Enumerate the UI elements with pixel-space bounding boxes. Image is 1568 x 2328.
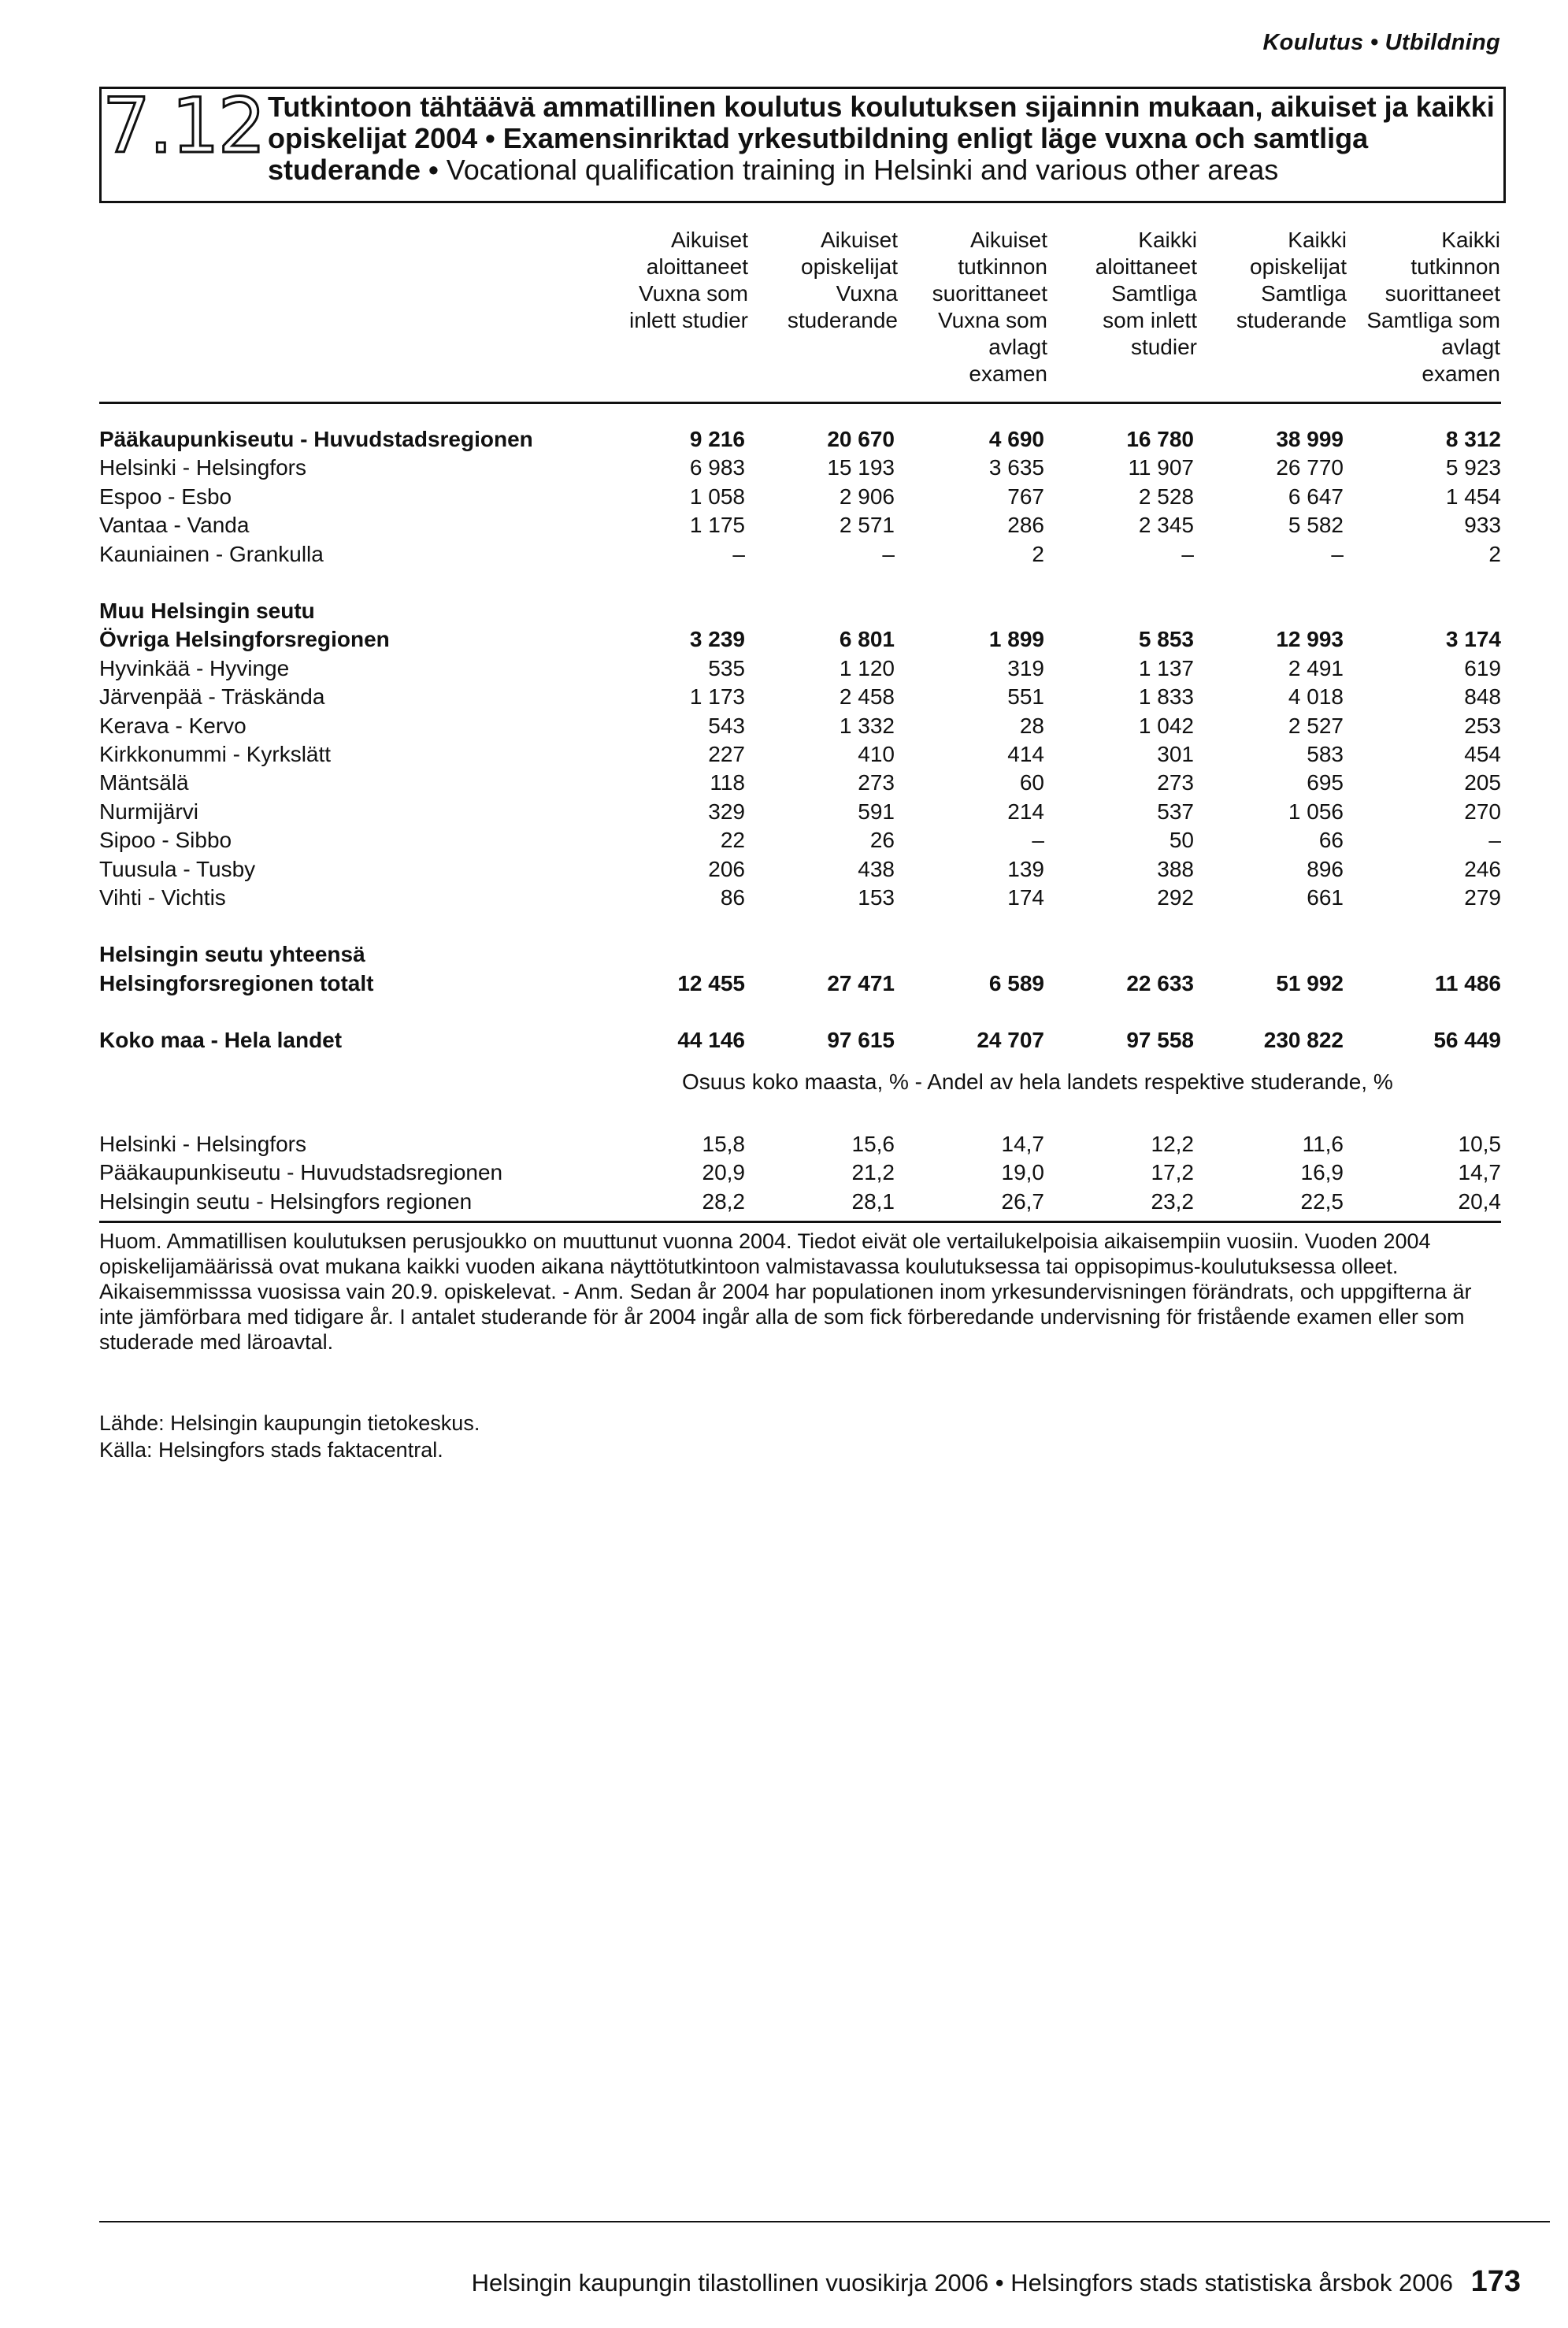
table-cell: 1 120: [839, 655, 895, 680]
table-cell: 292: [1157, 885, 1194, 910]
table-row: [99, 855, 1501, 884]
table-cell: 4 018: [1288, 684, 1344, 710]
table-cell: 8 312: [1445, 427, 1501, 451]
table-row: [99, 683, 1501, 711]
table-cell: 14,7: [1458, 1160, 1501, 1185]
table-cell: 2: [1488, 541, 1501, 566]
table-cell: 17,2: [1151, 1160, 1194, 1185]
table-row: [99, 884, 1501, 912]
table-cell: 6 983: [689, 455, 745, 480]
table-cell: 12,2: [1151, 1132, 1194, 1156]
row-label: Helsingin seutu yhteensä: [99, 942, 365, 967]
table-cell: 23,2: [1151, 1188, 1194, 1214]
table-cell: 1 454: [1445, 484, 1501, 509]
table-cell: 50: [1169, 828, 1194, 853]
table-cell: 22 633: [1126, 970, 1194, 995]
table-cell: 15,6: [851, 1132, 895, 1156]
table-cell: 1 137: [1138, 655, 1194, 680]
table-cell: 26: [869, 828, 895, 853]
row-label: Vantaa - Vanda: [99, 513, 250, 538]
table-cell: 1 332: [839, 713, 895, 738]
table-cell: 286: [1007, 513, 1044, 538]
table-cell: 2: [1032, 541, 1044, 566]
table-cell: 139: [1007, 856, 1044, 881]
table-row: [99, 454, 1501, 482]
table-cell: 26,7: [1001, 1188, 1044, 1214]
row-label: Muu Helsingin seutu: [99, 599, 315, 623]
table-cell: 253: [1464, 713, 1501, 738]
table-cell: 28: [1019, 713, 1044, 738]
table-row: [99, 740, 1501, 769]
section-header: Koulutus • Utbildning: [1262, 30, 1500, 55]
table-cell: 388: [1157, 856, 1194, 881]
table-cell: 583: [1307, 742, 1344, 766]
table-row: [99, 1026, 1501, 1055]
table-cell: 20 670: [827, 427, 895, 451]
table-cell: 535: [708, 655, 745, 680]
table-cell: 174: [1007, 885, 1044, 910]
table-cell: 2 458: [839, 684, 895, 710]
row-label: Helsingforsregionen totalt: [99, 970, 374, 995]
table-row: [99, 1158, 1501, 1187]
table-cell: 12 455: [677, 970, 745, 995]
table-cell: 410: [858, 742, 895, 766]
table-cell: 1 058: [689, 484, 745, 509]
row-label: Hyvinkää - Hyvinge: [99, 655, 290, 680]
row-label: Pääkaupunkiseutu - Huvudstadsregionen: [99, 1160, 503, 1185]
table-cell: 205: [1464, 770, 1501, 795]
table-notes: Huom. Ammatillisen koulutuksen perusjoukko on muuttunut vuonna 2004. Tiedot eivät ole vertailukelpoisia aikaisempiin vuosiin. Vuoden 2004 opiskelijamäärissä ovat mukana kaikki vuoden aikana näyttötutkintoon valmistavassa koulutuksessa tai oppisopimus-koulutuksessa olleet. Aikaisemmisssa vuosissa vain 20.9. opiskelevat. - Anm. Sedan år 2004 har populationen inom yrkesundervisningen förändrats, och uppgifterna är inte jämförbara med tidigare år. I antalet studerande för år 2004 ingår alla de som fick förberedande undervisning för fristående examen eller som studerade med läroavtal.: [99, 1229, 1472, 1354]
table-cell: 10,5: [1458, 1132, 1501, 1156]
source-sv: Källa: Helsingfors stads faktacentral.: [99, 1438, 443, 1462]
table-cell: 933: [1464, 513, 1501, 538]
table-cell: 5 853: [1138, 627, 1194, 652]
table-cell: 1 173: [689, 684, 745, 710]
table-cell: 97 615: [827, 1028, 895, 1053]
table-row: [99, 625, 1501, 654]
row-label: Espoo - Esbo: [99, 484, 232, 509]
table-cell: 6 647: [1288, 484, 1344, 509]
table-cell: 1 175: [689, 513, 745, 538]
table-row: [99, 597, 1501, 625]
table-cell: 2 906: [839, 484, 895, 509]
column-headers: [0, 227, 1568, 400]
page-number: 173: [1470, 2265, 1521, 2298]
table-cell: 319: [1007, 655, 1044, 680]
row-label: Järvenpää - Träskända: [99, 684, 325, 710]
table-cell: 454: [1464, 742, 1501, 766]
table-bottom-rule: [99, 1221, 1501, 1223]
row-label: Kirkkonummi - Kyrkslätt: [99, 742, 332, 766]
title-sep-1: •: [485, 122, 495, 154]
table-cell: 3 635: [988, 455, 1044, 480]
table-row: [99, 654, 1501, 683]
table-cell: 661: [1307, 885, 1344, 910]
table-row: [99, 940, 1501, 969]
table-cell: 3 239: [689, 627, 745, 652]
table-cell: 27 471: [827, 970, 895, 995]
row-label: Kerava - Kervo: [99, 713, 247, 738]
table-cell: –: [1032, 828, 1044, 853]
title-en: Vocational qualification training in Helsinki and various other areas: [446, 154, 1279, 186]
table-cell: 543: [708, 713, 745, 738]
table-cell: 19,0: [1001, 1160, 1044, 1185]
table-row: [99, 769, 1501, 797]
table-cell: 60: [1019, 770, 1044, 795]
table-cell: 273: [858, 770, 895, 795]
table-cell: 9 216: [689, 427, 745, 451]
table-cell: 12 993: [1276, 627, 1344, 652]
table-cell: 329: [708, 799, 745, 824]
table-cell: 44 146: [677, 1028, 745, 1053]
table-cell: 11 486: [1434, 970, 1501, 995]
table-cell: 1 899: [988, 627, 1044, 652]
row-label: Sipoo - Sibbo: [99, 828, 232, 853]
table-cell: 11 907: [1128, 455, 1194, 480]
table-cell: 26 770: [1276, 455, 1344, 480]
table-cell: 118: [710, 770, 745, 795]
row-label: Helsingin seutu - Helsingfors regionen: [99, 1188, 473, 1214]
table-cell: 767: [1007, 484, 1044, 509]
table-cell: 591: [858, 799, 895, 824]
table-cell: 2 528: [1138, 484, 1194, 509]
column-header: Kaikki aloittaneet Samtliga som inlett studier: [1095, 228, 1197, 359]
table-cell: 230 822: [1263, 1028, 1344, 1053]
table-cell: –: [1488, 828, 1501, 853]
table-cell: 24 707: [977, 1028, 1044, 1053]
table-cell: 66: [1318, 828, 1344, 853]
table-cell: 246: [1464, 856, 1501, 881]
table-row: [99, 511, 1501, 539]
row-label: Tuusula - Tusby: [99, 856, 256, 881]
header-rule: [99, 402, 1501, 404]
table-cell: 22: [720, 828, 745, 853]
table-cell: 56 449: [1433, 1028, 1501, 1053]
table-title: [268, 91, 1496, 186]
column-header: Aikuiset opiskelijat Vuxna studerande: [787, 228, 898, 332]
sources: [99, 1410, 480, 1463]
title-sv: Examensinriktad yrkesutbildning enligt läge vuxna och samtliga studerande: [268, 122, 1369, 186]
table-cell: 20,9: [702, 1160, 745, 1185]
table-row: [99, 712, 1501, 740]
table-cell: 21,2: [851, 1160, 895, 1185]
table-cell: 695: [1307, 770, 1344, 795]
column-header: Aikuiset tutkinnon suorittaneet Vuxna som avlagt examen: [932, 228, 1047, 386]
table-cell: 16 780: [1126, 427, 1194, 451]
title-sep-2: •: [428, 154, 439, 186]
table-cell: 5 582: [1288, 513, 1344, 538]
column-header: Kaikki opiskelijat Samtliga studerande: [1236, 228, 1347, 332]
table-cell: 15,8: [702, 1132, 745, 1156]
table-cell: –: [882, 541, 895, 566]
table-cell: –: [1331, 541, 1344, 566]
table-cell: –: [732, 541, 745, 566]
table-cell: 537: [1157, 799, 1194, 824]
table-cell: 2 491: [1288, 655, 1344, 680]
table-cell: 1 833: [1138, 684, 1194, 710]
table-cell: 28,1: [851, 1188, 895, 1214]
table-cell: 848: [1464, 684, 1501, 710]
row-label: Pääkaupunkiseutu - Huvudstadsregionen: [99, 427, 533, 451]
table-cell: –: [1181, 541, 1194, 566]
table-cell: 1 056: [1288, 799, 1344, 824]
table-cell: 270: [1464, 799, 1501, 824]
title-fi: Tutkintoon tähtäävä ammatillinen koulutus koulutuksen sijainnin mukaan, aikuiset ja kaikki opiskelijat 2004: [268, 91, 1495, 154]
row-label: Nurmijärvi: [99, 799, 198, 824]
table-cell: 5 923: [1445, 455, 1501, 480]
table-cell: 2 571: [839, 513, 895, 538]
row-label: Helsinki - Helsingfors: [99, 455, 306, 480]
table-cell: 97 558: [1126, 1028, 1194, 1053]
table-cell: 619: [1464, 655, 1501, 680]
table-row: [99, 540, 1501, 569]
table-cell: 279: [1464, 885, 1501, 910]
row-label: Mäntsälä: [99, 770, 189, 795]
table-cell: 38 999: [1276, 427, 1344, 451]
table-cell: 273: [1157, 770, 1194, 795]
table-row: [99, 798, 1501, 826]
table-row: [99, 1130, 1501, 1158]
table-row: [99, 826, 1501, 854]
page-footer: [472, 2265, 1521, 2299]
table-cell: 551: [1007, 684, 1044, 710]
table-cell: 414: [1007, 742, 1044, 766]
table-cell: 15 193: [827, 455, 895, 480]
table-cell: 11,6: [1302, 1132, 1344, 1156]
table-cell: 896: [1307, 856, 1344, 881]
row-label: Övriga Helsingforsregionen: [99, 627, 390, 652]
table-cell: 16,9: [1300, 1160, 1344, 1185]
table-cell: 227: [708, 742, 745, 766]
table-cell: 153: [858, 885, 895, 910]
table-cell: 2 345: [1138, 513, 1194, 538]
table-cell: 6 589: [988, 970, 1044, 995]
table-cell: 206: [708, 856, 745, 881]
table-cell: 86: [720, 885, 745, 910]
share-caption: Osuus koko maasta, % - Andel av hela landets respektive studerande, %: [682, 1069, 1393, 1094]
table-cell: 6 801: [839, 627, 895, 652]
row-label: Helsinki - Helsingfors: [99, 1132, 306, 1156]
table-cell: 20,4: [1458, 1188, 1501, 1214]
column-header: Aikuiset aloittaneet Vuxna som inlett studier: [629, 228, 748, 332]
table-cell: 3 174: [1445, 627, 1501, 652]
table-row: [99, 483, 1501, 511]
table-cell: 438: [858, 856, 895, 881]
table-cell: 28,2: [702, 1188, 745, 1214]
footer-rule: [99, 2221, 1550, 2222]
table-number: 7.12: [102, 82, 265, 170]
table-cell: 51 992: [1276, 970, 1344, 995]
table-cell: 14,7: [1001, 1132, 1044, 1156]
table-cell: 2 527: [1288, 713, 1344, 738]
table-row: [99, 1188, 1501, 1216]
row-label: Koko maa - Hela landet: [99, 1028, 343, 1053]
table-cell: 214: [1007, 799, 1044, 824]
table-cell: 301: [1157, 742, 1194, 766]
table-cell: 4 690: [988, 427, 1044, 451]
table-row: [99, 969, 1501, 998]
column-header: Kaikki tutkinnon suorittaneet Samtliga som avlagt examen: [1366, 228, 1500, 386]
table-cell: 1 042: [1138, 713, 1194, 738]
row-label: Kauniainen - Grankulla: [99, 541, 324, 566]
table-row: [99, 425, 1501, 454]
footer-text: Helsingin kaupungin tilastollinen vuosikirja 2006 • Helsingfors stads statistiska årsbok 2006: [471, 2269, 1453, 2296]
table-cell: 22,5: [1300, 1188, 1344, 1214]
source-fi: Lähde: Helsingin kaupungin tietokeskus.: [99, 1411, 480, 1435]
row-label: Vihti - Vichtis: [99, 885, 226, 910]
